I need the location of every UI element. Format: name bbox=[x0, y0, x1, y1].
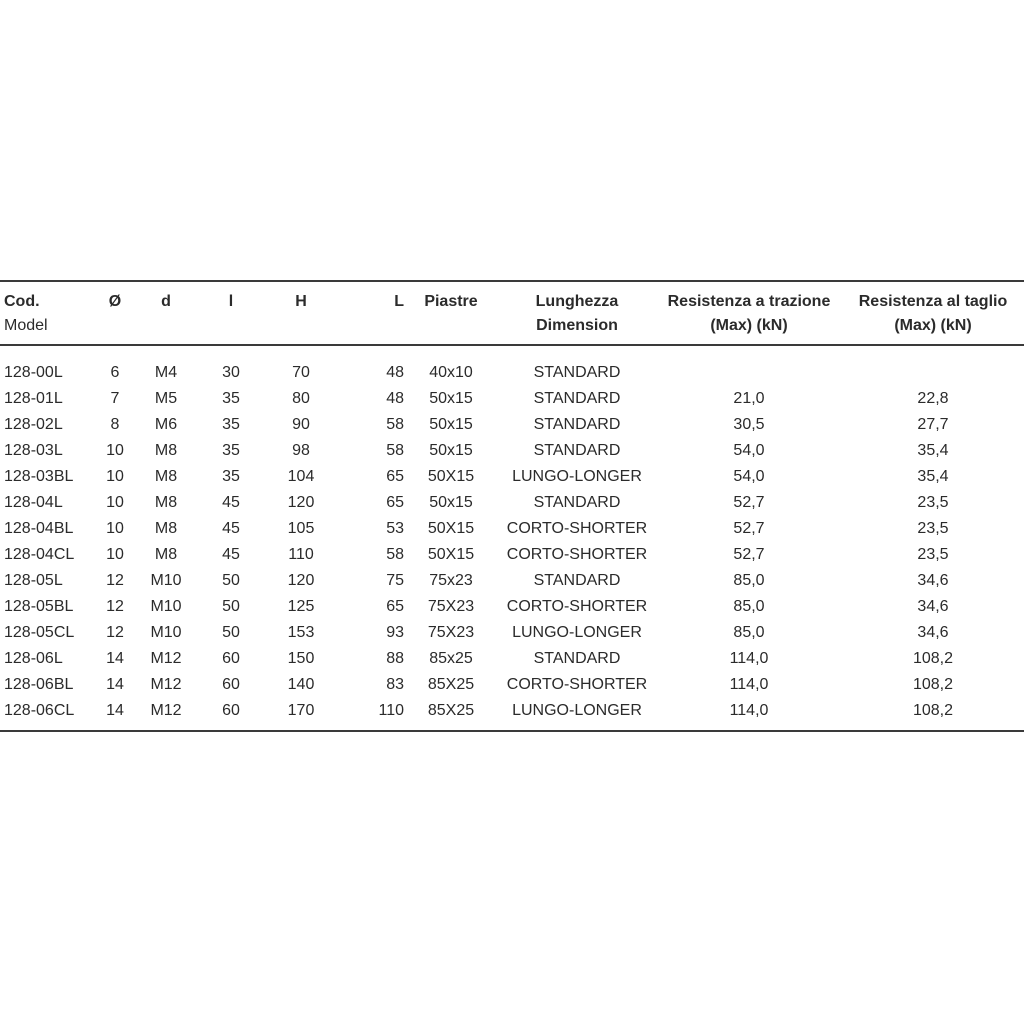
cell-length: CORTO-SHORTER bbox=[506, 676, 648, 693]
cell-plates: 75X23 bbox=[427, 598, 475, 615]
cell-shear: 27,7 bbox=[917, 416, 949, 433]
cell-L: 88 bbox=[386, 650, 404, 667]
cell-length: STANDARD bbox=[533, 364, 621, 381]
cell-plates: 50x15 bbox=[429, 390, 473, 407]
header-shear bbox=[842, 281, 1024, 345]
cell-code: 128-01L bbox=[4, 390, 63, 407]
header-row bbox=[0, 281, 1024, 345]
cell-L: 48 bbox=[386, 390, 404, 407]
cell-d: M6 bbox=[154, 416, 178, 433]
cell-diameter: 10 bbox=[106, 468, 124, 485]
header-tensile-sublabel: (Max) (kN) bbox=[710, 317, 788, 334]
cell-plates: 85X25 bbox=[427, 676, 475, 693]
cell-l: 35 bbox=[222, 442, 240, 459]
spec-table bbox=[0, 280, 1024, 732]
cell-d: M10 bbox=[150, 572, 182, 589]
header-code-sublabel: Model bbox=[4, 317, 48, 334]
cell-L: 58 bbox=[386, 416, 404, 433]
cell-code: 128-06L bbox=[4, 650, 63, 667]
cell-h: 70 bbox=[292, 364, 310, 381]
cell-tensile: 54,0 bbox=[733, 468, 765, 485]
cell-tensile: 30,5 bbox=[733, 416, 765, 433]
cell-L: 53 bbox=[386, 520, 404, 537]
cell-L: 65 bbox=[386, 468, 404, 485]
header-plates: Piastre bbox=[424, 293, 478, 310]
table-row bbox=[0, 490, 1024, 516]
cell-plates: 50X15 bbox=[427, 546, 475, 563]
cell-l: 60 bbox=[222, 650, 240, 667]
cell-diameter: 14 bbox=[106, 650, 124, 667]
table-row bbox=[0, 568, 1024, 594]
header-tensile bbox=[656, 281, 842, 345]
cell-d: M8 bbox=[154, 520, 178, 537]
cell-shear: 108,2 bbox=[912, 650, 954, 667]
cell-length: STANDARD bbox=[533, 390, 621, 407]
cell-tensile: 85,0 bbox=[733, 572, 765, 589]
table-row bbox=[0, 698, 1024, 731]
cell-tensile: 52,7 bbox=[733, 520, 765, 537]
table-row bbox=[0, 620, 1024, 646]
cell-length: LUNGO-LONGER bbox=[512, 702, 642, 719]
header-h: H bbox=[295, 293, 307, 310]
cell-length: STANDARD bbox=[533, 572, 621, 589]
cell-code: 128-05BL bbox=[4, 598, 74, 615]
header-l: l bbox=[228, 293, 234, 310]
cell-code: 128-03BL bbox=[4, 468, 74, 485]
cell-plates: 50x15 bbox=[429, 494, 473, 511]
cell-l: 60 bbox=[222, 676, 240, 693]
cell-diameter: 12 bbox=[106, 624, 124, 641]
cell-h: 120 bbox=[287, 572, 315, 589]
cell-h: 140 bbox=[287, 676, 315, 693]
cell-length: STANDARD bbox=[533, 442, 621, 459]
cell-code: 128-06CL bbox=[4, 702, 75, 719]
cell-d: M8 bbox=[154, 546, 178, 563]
table-row bbox=[0, 542, 1024, 568]
cell-h: 104 bbox=[287, 468, 315, 485]
cell-code: 128-05L bbox=[4, 572, 63, 589]
cell-tensile: 114,0 bbox=[729, 702, 769, 719]
header-length-sublabel: Dimension bbox=[536, 317, 618, 334]
cell-code: 128-05CL bbox=[4, 624, 75, 641]
header-diameter: Ø bbox=[108, 293, 122, 310]
cell-diameter: 10 bbox=[106, 442, 124, 459]
cell-diameter: 7 bbox=[110, 390, 120, 407]
cell-l: 45 bbox=[222, 520, 240, 537]
cell-diameter: 6 bbox=[110, 364, 120, 381]
cell-diameter: 12 bbox=[106, 572, 124, 589]
cell-d: M12 bbox=[150, 702, 182, 719]
cell-h: 125 bbox=[287, 598, 315, 615]
table-row bbox=[0, 464, 1024, 490]
cell-d: M12 bbox=[150, 676, 182, 693]
cell-plates: 50x15 bbox=[429, 442, 473, 459]
cell-diameter: 10 bbox=[106, 520, 124, 537]
cell-length: STANDARD bbox=[533, 416, 621, 433]
cell-plates: 75X23 bbox=[427, 624, 475, 641]
cell-code: 128-02L bbox=[4, 416, 63, 433]
cell-shear bbox=[842, 345, 1024, 386]
cell-plates: 85X25 bbox=[427, 702, 475, 719]
header-code bbox=[0, 281, 96, 345]
cell-L: 110 bbox=[378, 702, 404, 719]
cell-d: M8 bbox=[154, 468, 178, 485]
cell-L: 83 bbox=[386, 676, 404, 693]
cell-L: 93 bbox=[386, 624, 404, 641]
cell-diameter: 14 bbox=[106, 702, 124, 719]
cell-h: 153 bbox=[287, 624, 315, 641]
cell-plates: 50X15 bbox=[427, 468, 475, 485]
cell-code: 128-06BL bbox=[4, 676, 74, 693]
header-code-label: Cod. bbox=[4, 293, 40, 310]
cell-code: 128-03L bbox=[4, 442, 63, 459]
cell-code: 128-04BL bbox=[4, 520, 74, 537]
cell-diameter: 14 bbox=[106, 676, 124, 693]
cell-h: 150 bbox=[287, 650, 315, 667]
cell-length: CORTO-SHORTER bbox=[506, 598, 648, 615]
cell-L: 48 bbox=[386, 364, 404, 381]
cell-tensile: 114,0 bbox=[729, 676, 769, 693]
cell-length: CORTO-SHORTER bbox=[506, 520, 648, 537]
table-row bbox=[0, 646, 1024, 672]
cell-h: 170 bbox=[287, 702, 315, 719]
cell-shear: 23,5 bbox=[917, 494, 949, 511]
header-d: d bbox=[161, 293, 171, 310]
cell-d: M4 bbox=[154, 364, 178, 381]
cell-tensile: 85,0 bbox=[733, 598, 765, 615]
cell-length: LUNGO-LONGER bbox=[512, 624, 642, 641]
cell-h: 120 bbox=[287, 494, 315, 511]
cell-tensile bbox=[656, 345, 842, 386]
cell-L: 65 bbox=[386, 494, 404, 511]
cell-code: 128-04CL bbox=[4, 546, 75, 563]
cell-plates: 50x15 bbox=[429, 416, 473, 433]
table-row bbox=[0, 438, 1024, 464]
header-tensile-label: Resistenza a trazione bbox=[667, 293, 831, 310]
cell-d: M8 bbox=[154, 494, 178, 511]
header-L: L bbox=[394, 293, 404, 310]
cell-length: STANDARD bbox=[533, 650, 621, 667]
cell-shear: 108,2 bbox=[912, 676, 954, 693]
header-length bbox=[498, 281, 656, 345]
cell-d: M10 bbox=[150, 598, 182, 615]
cell-plates: 85x25 bbox=[429, 650, 473, 667]
cell-tensile: 21,0 bbox=[733, 390, 765, 407]
cell-diameter: 10 bbox=[106, 494, 124, 511]
cell-length: STANDARD bbox=[533, 494, 621, 511]
cell-l: 50 bbox=[222, 572, 240, 589]
cell-h: 105 bbox=[287, 520, 315, 537]
cell-plates: 50X15 bbox=[427, 520, 475, 537]
cell-tensile: 52,7 bbox=[733, 546, 765, 563]
cell-shear: 23,5 bbox=[917, 546, 949, 563]
cell-h: 90 bbox=[292, 416, 310, 433]
cell-length: CORTO-SHORTER bbox=[506, 546, 648, 563]
cell-tensile: 85,0 bbox=[733, 624, 765, 641]
cell-d: M5 bbox=[154, 390, 178, 407]
table-row bbox=[0, 516, 1024, 542]
cell-diameter: 12 bbox=[106, 598, 124, 615]
cell-diameter: 8 bbox=[110, 416, 120, 433]
cell-shear: 34,6 bbox=[917, 572, 949, 589]
cell-shear: 22,8 bbox=[917, 390, 949, 407]
cell-l: 50 bbox=[222, 624, 240, 641]
cell-h: 110 bbox=[288, 546, 314, 563]
table-row bbox=[0, 672, 1024, 698]
cell-L: 58 bbox=[386, 442, 404, 459]
cell-length: LUNGO-LONGER bbox=[512, 468, 642, 485]
cell-d: M10 bbox=[150, 624, 182, 641]
cell-diameter: 10 bbox=[106, 546, 124, 563]
cell-tensile: 52,7 bbox=[733, 494, 765, 511]
cell-shear: 108,2 bbox=[912, 702, 954, 719]
cell-d: M8 bbox=[154, 442, 178, 459]
cell-code: 128-00L bbox=[4, 364, 63, 381]
cell-L: 75 bbox=[386, 572, 404, 589]
cell-l: 35 bbox=[222, 468, 240, 485]
cell-l: 45 bbox=[222, 494, 240, 511]
cell-shear: 23,5 bbox=[917, 520, 949, 537]
cell-shear: 35,4 bbox=[917, 442, 949, 459]
cell-plates: 75x23 bbox=[429, 572, 473, 589]
table-row bbox=[0, 345, 1024, 386]
cell-h: 98 bbox=[292, 442, 310, 459]
cell-code: 128-04L bbox=[4, 494, 63, 511]
table-row bbox=[0, 386, 1024, 412]
header-shear-label: Resistenza al taglio bbox=[858, 293, 1008, 310]
cell-tensile: 114,0 bbox=[729, 650, 769, 667]
cell-tensile: 54,0 bbox=[733, 442, 765, 459]
cell-l: 60 bbox=[222, 702, 240, 719]
header-length-label: Lunghezza bbox=[535, 293, 619, 310]
cell-shear: 35,4 bbox=[917, 468, 949, 485]
cell-plates: 40x10 bbox=[429, 364, 473, 381]
cell-shear: 34,6 bbox=[917, 624, 949, 641]
cell-shear: 34,6 bbox=[917, 598, 949, 615]
cell-d: M12 bbox=[150, 650, 182, 667]
table-row bbox=[0, 412, 1024, 438]
cell-l: 45 bbox=[222, 546, 240, 563]
table-row bbox=[0, 594, 1024, 620]
cell-l: 35 bbox=[222, 390, 240, 407]
cell-h: 80 bbox=[292, 390, 310, 407]
cell-l: 35 bbox=[222, 416, 240, 433]
cell-L: 65 bbox=[386, 598, 404, 615]
header-shear-sublabel: (Max) (kN) bbox=[894, 317, 972, 334]
cell-l: 50 bbox=[222, 598, 240, 615]
cell-l: 30 bbox=[222, 364, 240, 381]
cell-L: 58 bbox=[386, 546, 404, 563]
